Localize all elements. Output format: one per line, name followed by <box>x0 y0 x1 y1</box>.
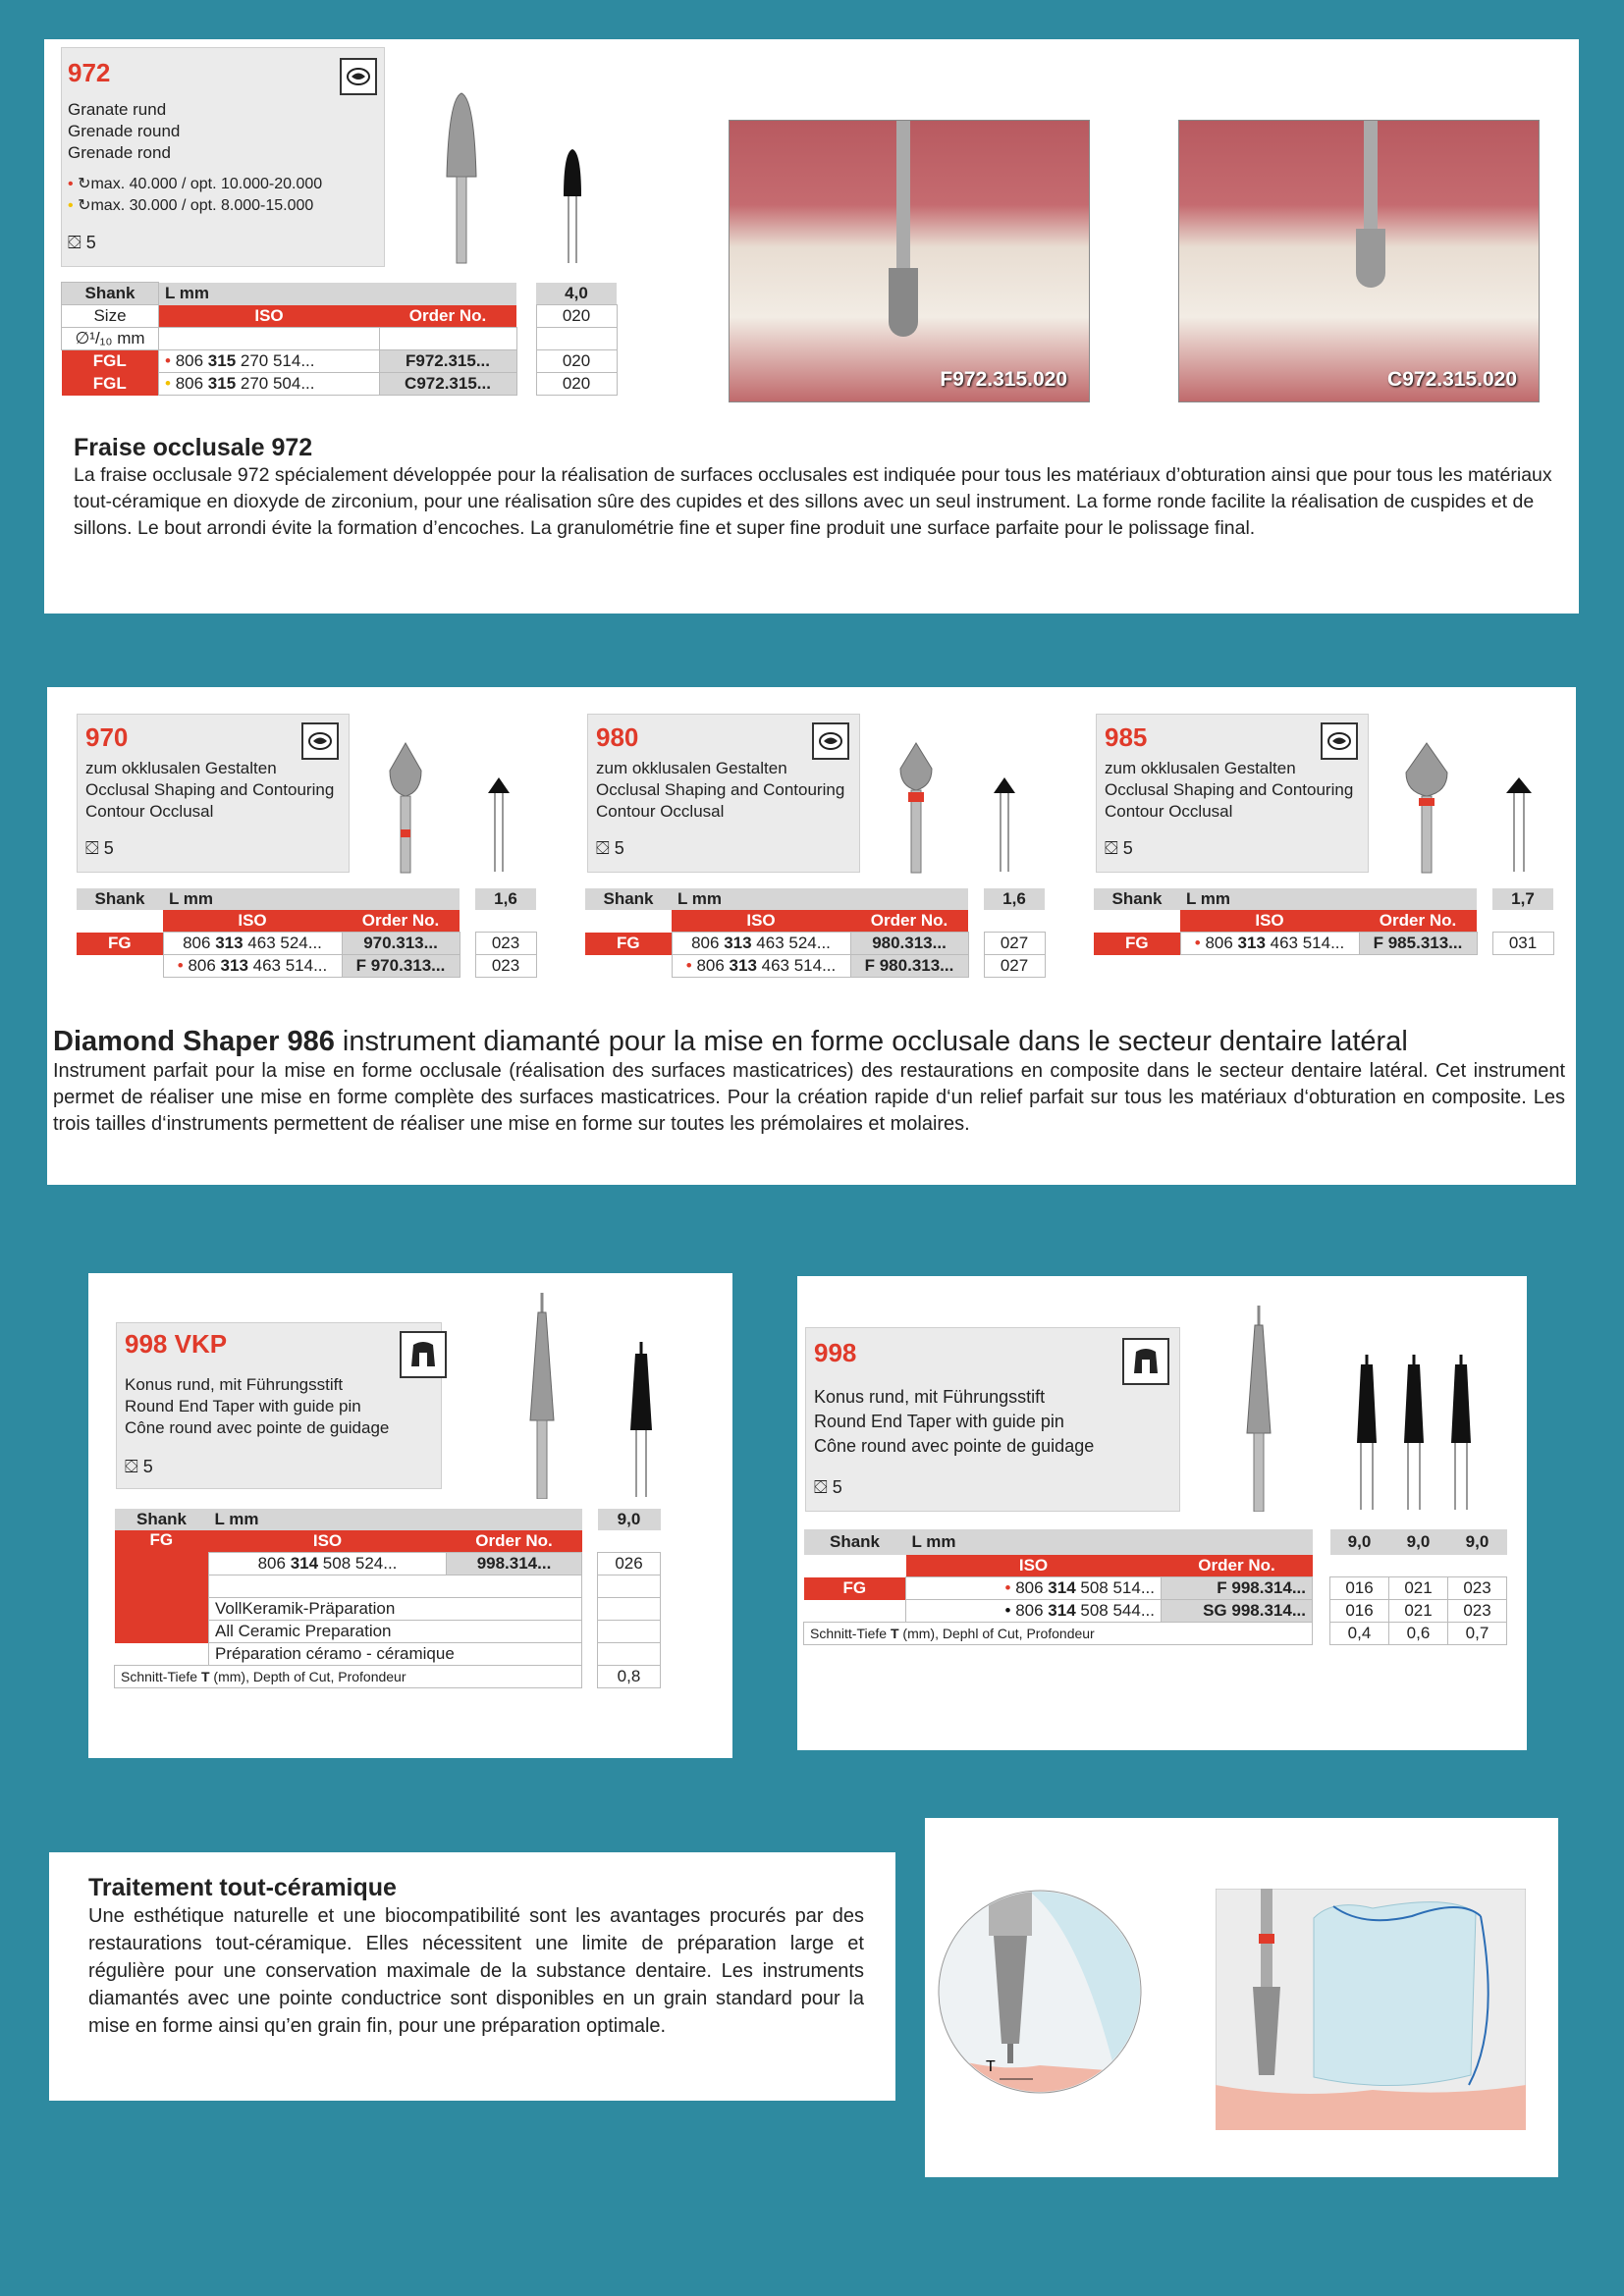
package-icon: ⛋ <box>814 1477 828 1497</box>
section-text: Instrument parfait pour la mise en forme occlusale (réalisation des surfaces masticatrices) des restaurations en composite dans le secteur dentaire latéral. Cet instrument permet de réaliser une mise en forme complète des surfaces masticatrices. Pour la création rapide d‘un relief parfait sur tous les matériaux d‘obturation en composite. Les trois tailles d‘instruments permettent de réaliser une mise en forme sur toutes les prémolaires et molaires. <box>53 1060 1565 1135</box>
section-text: Une esthétique naturelle et une biocompatibilité sont les avantages procurés par des restaurations tout-céramique. Elles nécessitent une limite de préparation large et régulière pour une conservation maximale de la substance dentaire. Les instruments diamantés avec une pointe conductrice sont disponibles en un grain standard pour la mise en forme ainsi qu’en grain fin, pour une préparation optimale. <box>88 1905 864 2037</box>
panel-all-ceramic-illustrations <box>925 1818 1558 2177</box>
product-card-998vkp: 998 VKP Konus rund, mit Führungsstift Round End Taper with guide pin Cône round avec pointe de guidage ⛋ 5 <box>116 1322 442 1489</box>
header-order: Order No. <box>379 305 516 328</box>
spec-table-998: Shank L mm 9,0 9,0 9,0 ISO Order No. FG • 806 314 508 514... F 998.314... 016 021 023 • 806 314 508 544... SG 998.314... 016 021 023 Schnitt-Tiefe T (mm), Dephl of Cut, Profondeur 0,4 0,6 0,7 <box>803 1529 1507 1645</box>
product-card-998: 998 Konus rund, mit Führungsstift Round End Taper with guide pin Cône round avec pointe de guidage ⛋ 5 <box>805 1327 1180 1512</box>
spec-table-970: Shank L mm 1,6 ISO Order No. FG 806 313 463 524... 970.313... 023 • 806 313 463 514... F 970.313... 023 <box>77 888 537 978</box>
table-row: • 806 313 463 514... F 970.313... 023 <box>77 955 536 978</box>
note-line: VollKeramik-Präparation <box>209 1598 582 1621</box>
package-icon: ⛋ <box>596 838 610 858</box>
length-value: 4,0 <box>536 283 617 305</box>
product-card-972 <box>61 47 385 267</box>
section-title: Traitement tout-céramique <box>88 1874 397 1901</box>
bur-outline-998vkp <box>626 1342 656 1499</box>
bur-outline-972 <box>560 147 585 265</box>
table-row: FG • 806 314 508 514... F 998.314... 016 021 023 <box>804 1577 1507 1600</box>
product-card-970: 970 zum okklusalen Gestalten Occlusal Shaping and Contouring Contour Occlusal ⛋ 5 <box>77 714 350 873</box>
rotation-icon: ↻ <box>78 197 91 214</box>
table-row: FGL • 806 315 270 504... C972.315... 020 <box>62 373 618 396</box>
bur-image-970 <box>386 741 425 874</box>
product-number: 985 <box>1105 722 1148 752</box>
crown-prep-icon <box>1122 1338 1169 1385</box>
bur-outline-970 <box>486 775 512 874</box>
name-en: Grenade round <box>68 122 181 140</box>
spec-table-998vkp: Shank L mm 9,0 FG ISO Order No. 806 314 508 524... 998.314... 026 VollKeramik-Präparation All Ceramic Preparation Préparation céramo - céramique Schnitt-Tiefe T (mm), Depth of Cut, Profondeur 0,8 <box>114 1509 661 1688</box>
bur-image-998 <box>1237 1306 1280 1512</box>
spec-table-985: Shank L mm 1,7 ISO Order No. FG • 806 313 463 514... F 985.313... 031 <box>1094 888 1554 955</box>
table-row: 806 314 508 524... 998.314... 026 <box>115 1553 661 1575</box>
bur-image-980 <box>896 741 936 874</box>
product-card-985: 985 zum okklusalen Gestalten Occlusal Shaping and Contouring Contour Occlusal ⛋ 5 <box>1096 714 1369 873</box>
header-shank: Shank <box>62 283 159 305</box>
name-de: Granate rund <box>68 100 167 119</box>
note-line: All Ceramic Preparation <box>209 1621 582 1643</box>
note-line: Préparation céramo - céramique <box>209 1643 582 1666</box>
crown-preparation-illustration <box>1216 1889 1526 2130</box>
section-title: Diamond Shaper 986 instrument diamanté pour la mise en forme occlusale dans le secteur dentaire latéral <box>53 1026 1408 1057</box>
depth-t-label: T <box>986 2058 996 2075</box>
package-icon: ⛋ <box>68 233 81 252</box>
occlusal-tooth-icon <box>340 58 377 95</box>
package-icon: ⛋ <box>1105 838 1118 858</box>
crown-prep-icon <box>400 1331 447 1378</box>
panel-998 <box>797 1276 1527 1750</box>
section-text: La fraise occlusale 972 spécialement développée pour la réalisation de surfaces occlusales est indiquée pour tous les matériaux d’obturation ainsi que pour tous les matériaux tout-céramique en dioxyde de zirconium, pour une réalisation sûre des cupides et des sillons avec un seul instrument. La forme ronde facilite la réalisation de cuspides et de sillons. Le bout arrondi évite la formation d’encoches. La granulométrie fine et super fine produit une surface parfaite pour le polissage final. <box>74 464 1552 539</box>
table-row: • 806 314 508 544... SG 998.314... 016 021 023 <box>804 1600 1507 1623</box>
table-row: FG • 806 313 463 514... F 985.313... 031 <box>1094 933 1553 955</box>
photo-label: C972.315.020 <box>1387 368 1517 391</box>
panel-972-text <box>44 429 1576 611</box>
bur-outline-985 <box>1504 775 1534 874</box>
product-number: 970 <box>85 722 129 752</box>
bur-image-998vkp <box>520 1293 564 1499</box>
table-row: FGL • 806 315 270 514... F972.315... 020 <box>62 350 618 373</box>
bur-image-985 <box>1402 741 1451 874</box>
speed-row-red: • ↻max. 40.000 / opt. 10.000-20.000 <box>68 176 323 192</box>
depth-of-cut-label: Schnitt-Tiefe T (mm), Dephl of Cut, Profondeur <box>804 1623 1313 1645</box>
header-diameter: ∅¹/₁₀ mm <box>62 328 159 350</box>
header-lmm: L mm <box>159 283 517 305</box>
section-title: Fraise occlusale 972 <box>74 434 313 461</box>
product-number: 972 <box>68 58 111 87</box>
product-number: 980 <box>596 722 639 752</box>
bur-image-972 <box>437 88 486 265</box>
bur-outline-980 <box>992 775 1017 874</box>
product-number: 998 VKP <box>125 1329 228 1359</box>
rotation-icon: ↻ <box>78 176 91 192</box>
bur-outlines-998 <box>1347 1355 1485 1512</box>
photo-label: F972.315.020 <box>940 368 1067 391</box>
depth-of-cut-label: Schnitt-Tiefe T (mm), Depth of Cut, Profondeur <box>115 1666 582 1688</box>
name-fr: Grenade rond <box>68 143 171 162</box>
occlusal-tooth-icon <box>301 722 339 760</box>
spec-table-980: Shank L mm 1,6 ISO Order No. FG 806 313 463 524... 980.313... 027 • 806 313 463 514... F 980.313... 027 <box>585 888 1046 978</box>
panel-all-ceramic-text <box>49 1852 895 2101</box>
product-number: 998 <box>814 1338 857 1367</box>
package-icon: ⛋ <box>85 838 99 858</box>
clinical-photo-coarse <box>1178 120 1540 402</box>
occlusal-tooth-icon <box>812 722 849 760</box>
clinical-photo-fine <box>729 120 1090 402</box>
panel-998-vkp <box>88 1273 732 1758</box>
package-icon: ⛋ <box>125 1457 138 1476</box>
package-count: 5 <box>85 233 96 252</box>
header-size: Size <box>62 305 159 328</box>
header-iso: ISO <box>159 305 380 328</box>
table-row: FG 806 313 463 524... 980.313... 027 <box>585 933 1045 955</box>
panel-occlusal-shapers <box>47 687 1576 1185</box>
table-row: FG 806 313 463 524... 970.313... 023 <box>77 933 536 955</box>
speed-row-yellow: • ↻max. 30.000 / opt. 8.000-15.000 <box>68 197 314 214</box>
size-value: 020 <box>536 305 617 328</box>
detail-circle-illustration <box>935 1887 1146 2098</box>
product-card-980: 980 zum okklusalen Gestalten Occlusal Shaping and Contouring Contour Occlusal ⛋ 5 <box>587 714 860 873</box>
occlusal-tooth-icon <box>1321 722 1358 760</box>
table-row: • 806 313 463 514... F 980.313... 027 <box>585 955 1045 978</box>
spec-table-972 <box>61 282 618 396</box>
